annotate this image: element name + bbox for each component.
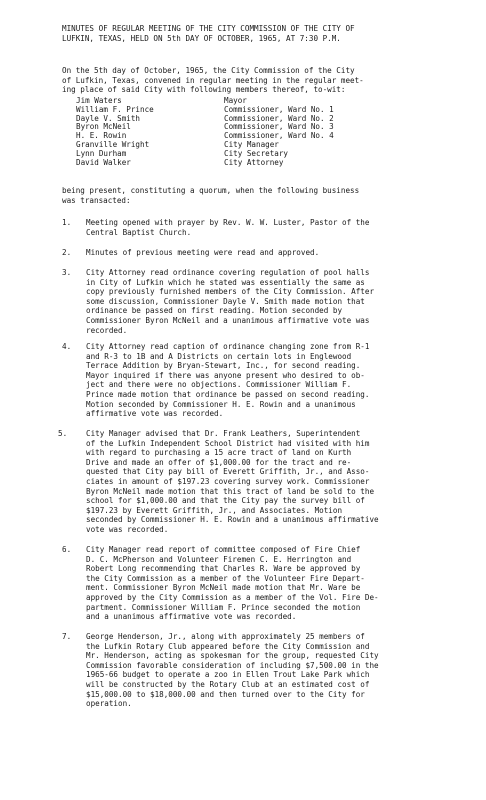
- item-line: Terrace Addition by Bryan-Stewart, Inc., for second reading.: [86, 361, 361, 371]
- member-name: Granville Wright: [76, 139, 150, 149]
- item-line: the Lufkin Rotary Club appeared before the City Commission and: [86, 641, 370, 651]
- item-number: 3.: [62, 268, 72, 277]
- heading-line: LUFKIN, TEXAS, HELD ON 5th DAY OF OCTOBER, 1965, AT 7:30 P.M.: [62, 33, 341, 43]
- member-title: City Manager: [224, 139, 279, 149]
- item-line: quested that City pay bill of Everett Griffith, Jr., and Asso-: [86, 467, 370, 477]
- member-title: Commissioner, Ward No. 3: [224, 122, 334, 132]
- item-line: City Attorney read caption of ordinance changing zone from R-1: [86, 342, 370, 351]
- item-line: City Manager read report of committee composed of Fire Chief: [86, 545, 361, 554]
- item-number: 7.: [62, 632, 72, 641]
- intro-line: ing place of said City with following members thereof, to-wit:: [62, 85, 346, 95]
- item-line: Prince made motion that ordinance be passed on second reading.: [86, 389, 370, 399]
- item-line: ject and there were no objections. Commissioner William F.: [86, 380, 352, 390]
- intro-paragraph: [62, 66, 454, 95]
- item-line: ciates in amount of $197.23 covering survey work. Commissioner: [86, 476, 370, 486]
- member-title: Commissioner, Ward No. 4: [224, 131, 334, 141]
- member-title: Mayor: [224, 96, 247, 105]
- item-line: the City Commission as a member of the Volunteer Fire Depart-: [86, 573, 365, 583]
- item-line: Motion seconded by Commissioner H. E. Rowin and a unanimous: [86, 399, 356, 409]
- member-name: Dayle V. Smith: [76, 113, 141, 123]
- item-line: vote was recorded.: [86, 524, 169, 534]
- item-line: recorded.: [86, 325, 128, 335]
- item-line: in City of Lufkin which he stated was essentially the same as: [86, 277, 365, 287]
- item-line: some discussion, Commissioner Dayle V. Smith made motion that: [86, 296, 365, 306]
- item-line: will be constructed by the Rotary Club at an estimated cost of: [86, 679, 370, 689]
- item-text: [86, 545, 456, 622]
- item-line: partment. Commissioner William F. Prince seconded the motion: [86, 602, 361, 612]
- item-line: Robert Long recommending that Charles R. Ware be approved by: [86, 564, 361, 574]
- item-line: City Attorney read ordinance covering regulation of pool halls: [86, 268, 370, 277]
- item-number: 1.: [62, 218, 72, 227]
- item-number: 2.: [62, 248, 72, 257]
- member-title: City Attorney: [224, 157, 284, 167]
- item-line: and a unanimous affirmative vote was recorded.: [86, 612, 297, 622]
- item-line: Byron McNeil made motion that this tract of land be sold to the: [86, 486, 375, 496]
- item-line: Commissioner Byron McNeil and a unanimous affirmative vote was: [86, 315, 370, 325]
- minutes-heading: [62, 24, 452, 43]
- item-line: school for $1,000.00 and that the City pay the survey bill of: [86, 496, 365, 506]
- item-text: [86, 268, 456, 335]
- item-line: Central Baptist Church.: [86, 227, 192, 237]
- item-line: operation.: [86, 699, 132, 709]
- member-title: Commissioner, Ward No. 2: [224, 113, 334, 123]
- intro-line: of Lufkin, Texas, convened in regular meeting in the regular meet-: [62, 75, 364, 85]
- item-line: approved by the City Commission as a member of the Vol. Fire De-: [86, 592, 379, 602]
- item-line: and R-3 to 1B and A Districts on certain lots in Englewood: [86, 351, 352, 361]
- item-line: Minutes of previous meeting were read and approved.: [86, 248, 320, 257]
- item-text: [86, 342, 456, 419]
- item-text: [86, 632, 456, 709]
- item-line: Drive and made an offer of $1,000.00 for the tract and re-: [86, 457, 352, 467]
- member-name: Jim Waters: [76, 96, 122, 105]
- member-title: Commissioner, Ward No. 1: [224, 104, 334, 114]
- item-line: Meeting opened with prayer by Rev. W. W. Luster, Pastor of the: [86, 218, 370, 227]
- item-line: copy previously furnished members of the City Commission. After: [86, 287, 375, 297]
- member-name: William F. Prince: [76, 104, 154, 114]
- attendance-roster: [76, 97, 334, 167]
- item-line: D. C. McPherson and Volunteer Firemen C. E. Herrington and: [86, 554, 352, 564]
- quorum-line: being present, constituting a quorum, when the following business: [62, 186, 360, 195]
- member-name: H. E. Rowin: [76, 131, 127, 141]
- item-number: 5.: [58, 429, 68, 438]
- item-line: City Manager advised that Dr. Frank Leathers, Superintendent: [86, 429, 361, 438]
- item-text: [86, 429, 456, 535]
- item-line: $15,000.00 to $18,000.00 and then turned over to the City for: [86, 689, 365, 699]
- member-name: David Walker: [76, 157, 131, 167]
- member-name: Lynn Durham: [76, 148, 127, 158]
- item-line: seconded by Commissioner H. E. Rowin and a unanimous affirmative: [86, 515, 379, 525]
- item-line: 1965-66 budget to operate a zoo in Ellen Trout Lake Park which: [86, 670, 370, 680]
- quorum-line: was transacted:: [62, 195, 131, 205]
- item-line: ordinance be passed on first reading. Motion seconded by: [86, 306, 343, 316]
- item-line: George Henderson, Jr., along with approximately 25 members of: [86, 632, 365, 641]
- item-text: [86, 218, 456, 237]
- item-line: Mr. Henderson, acting as spokesman for the group, requested City: [86, 651, 379, 661]
- roster-row: [76, 159, 334, 168]
- item-line: Mayor inquired if there was anyone present who desired to ob-: [86, 370, 365, 380]
- item-line: of the Lufkin Independent School District had visited with him: [86, 438, 370, 448]
- heading-line: MINUTES OF REGULAR MEETING OF THE CITY COMMISSION OF THE CITY OF: [62, 24, 355, 33]
- member-title: City Secretary: [224, 148, 289, 158]
- item-line: with regard to purchasing a 15 acre tract of land on Kurth: [86, 448, 352, 458]
- item-line: Commission favorable consideration of including $7,500.00 in the: [86, 660, 379, 670]
- quorum-statement: [62, 186, 454, 205]
- member-name: Byron McNeil: [76, 122, 131, 132]
- item-line: $197.23 by Everett Griffith, Jr., and Associates. Motion: [86, 505, 343, 515]
- item-line: ment. Commissioner Byron McNeil made motion that Mr. Ware be: [86, 583, 361, 593]
- item-number: 6.: [62, 545, 72, 554]
- item-text: [86, 248, 456, 258]
- intro-line: On the 5th day of October, 1965, the City Commission of the City: [62, 66, 355, 75]
- item-line: affirmative vote was recorded.: [86, 409, 224, 419]
- item-number: 4.: [62, 342, 72, 351]
